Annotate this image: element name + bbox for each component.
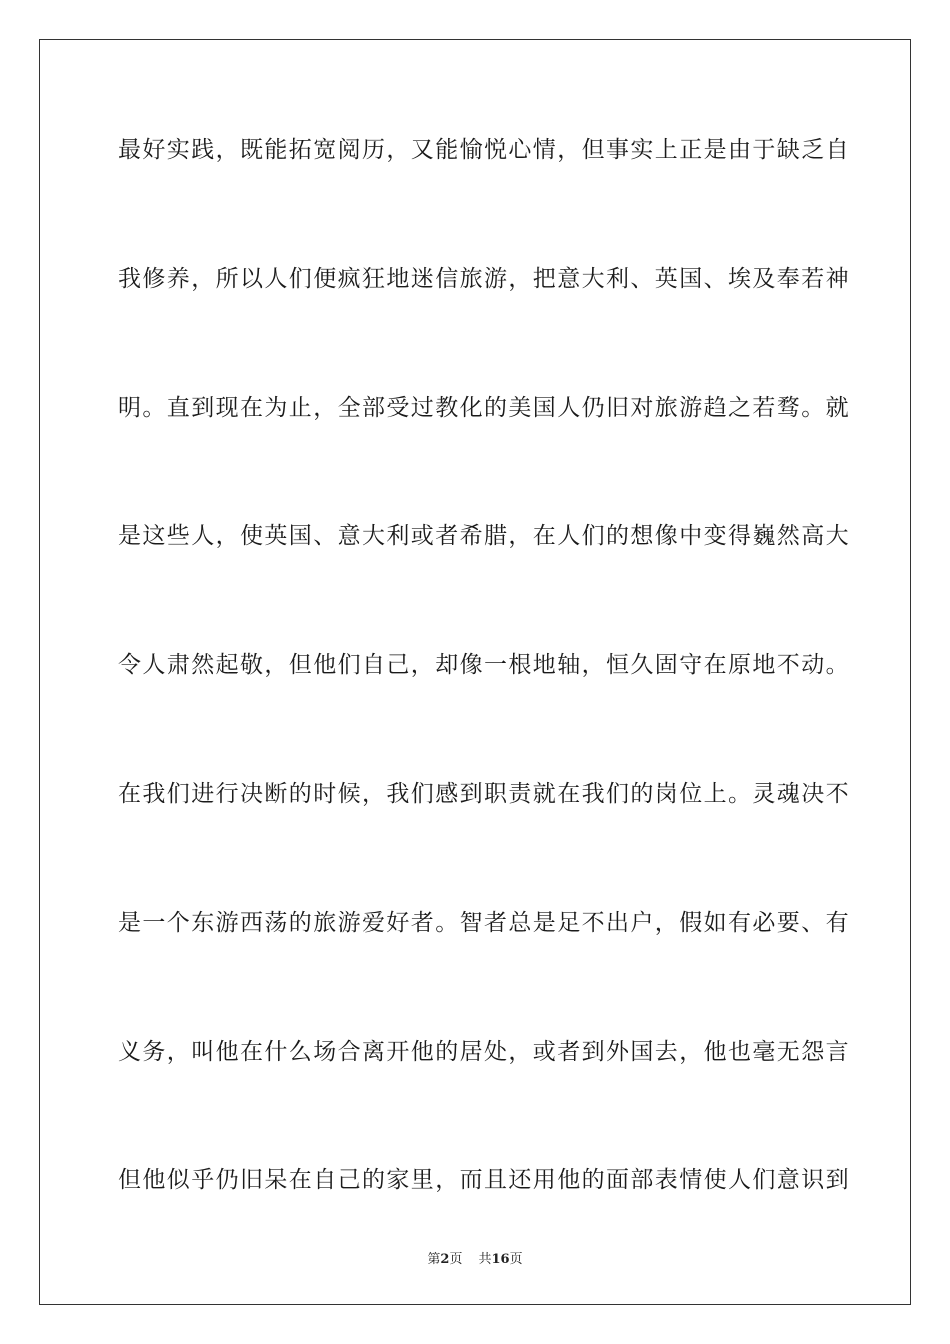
text-line-2: 我修养，所以人们便疯狂地迷信旅游，把意大利、英国、埃及奉若神 (118, 265, 850, 292)
total-prefix: 共 (478, 1252, 492, 1267)
text-line-3: 明。直到现在为止，全部受过教化的美国人仍旧对旅游趋之若骛。就 (118, 394, 850, 421)
document-body (118, 122, 850, 1281)
total-pages: 16 (491, 1252, 510, 1267)
text-line-8: 义务，叫他在什么场合离开他的居处，或者到外国去，他也毫无怨言 (118, 1038, 850, 1065)
page-number: 2 (440, 1252, 450, 1267)
text-line-5: 令人肃然起敬，但他们自己，却像一根地轴，恒久固守在原地不动。 (118, 652, 850, 679)
text-line-7: 是一个东游西荡的旅游爱好者。智者总是足不出户，假如有必要、有 (118, 909, 850, 936)
total-suffix: 页 (509, 1252, 523, 1267)
text-line-1: 最好实践，既能拓宽阅历，又能愉悦心情，但事实上正是由于缺乏自 (118, 137, 850, 163)
text-line-6: 在我们进行决断的时候，我们感到职责就在我们的岗位上。灵魂决不 (118, 780, 850, 807)
page-prefix: 第 (427, 1252, 441, 1267)
page-suffix: 页 (449, 1252, 463, 1267)
page-footer (0, 1248, 950, 1267)
text-line-9: 但他似乎仍旧呆在自己的家里，而且还用他的面部表情使人们意识到 (118, 1167, 850, 1194)
text-line-4: 是这些人，使英国、意大利或者希腊，在人们的想像中变得巍然高大 (118, 523, 850, 550)
